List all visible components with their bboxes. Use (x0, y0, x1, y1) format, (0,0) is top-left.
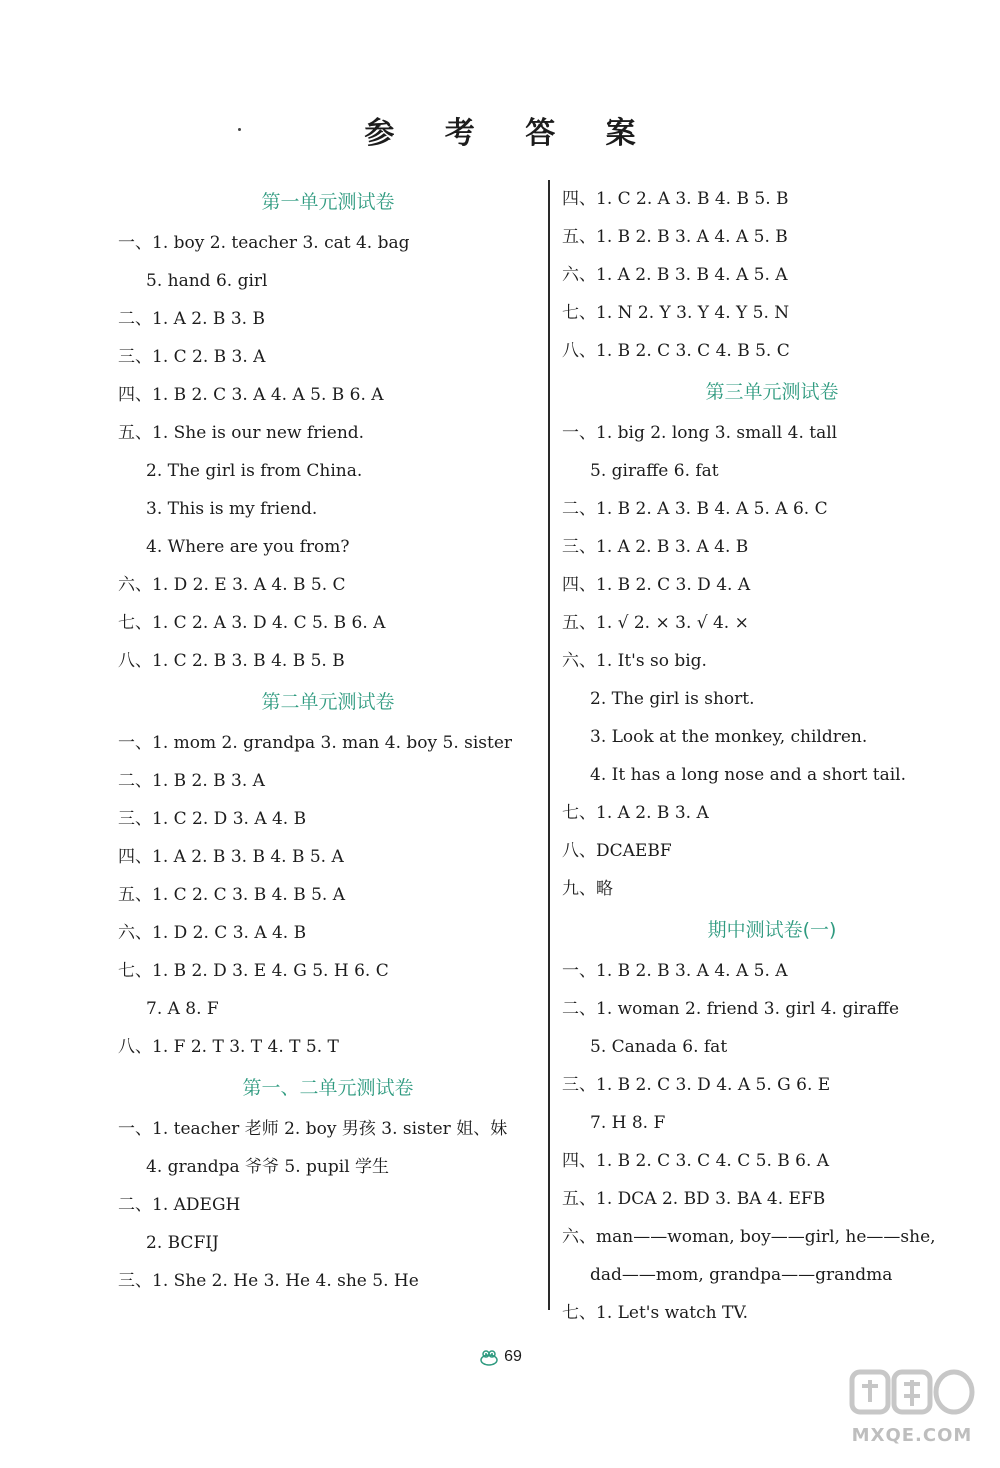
page-title: 参 考 答 案 (364, 116, 656, 151)
answer-line: 一、1. boy 2. teacher 3. cat 4. bag (118, 233, 410, 253)
answer-line: 一、1. mom 2. grandpa 3. man 4. boy 5. sister (118, 733, 513, 753)
answer-line: 7. A 8. F (146, 999, 219, 1019)
answer-line: 二、1. B 2. B 3. A (118, 771, 265, 791)
answer-line: 八、1. F 2. T 3. T 4. T 5. T (118, 1037, 339, 1057)
answer-line: 4. Where are you from? (146, 537, 350, 557)
answer-line: 五、1. DCA 2. BD 3. BA 4. EFB (562, 1189, 826, 1209)
answer-line: 七、1. N 2. Y 3. Y 4. Y 5. N (562, 303, 790, 323)
answer-line: 三、1. B 2. C 3. D 4. A 5. G 6. E (562, 1075, 831, 1095)
watermark-logo-icon (848, 1366, 976, 1422)
answer-line: 三、1. C 2. B 3. A (118, 347, 266, 367)
column-divider (548, 180, 550, 1310)
answer-line: 八、1. B 2. C 3. C 4. B 5. C (562, 341, 790, 361)
answer-line: 八、1. C 2. B 3. B 4. B 5. B (118, 651, 345, 671)
answer-line: 三、1. C 2. D 3. A 4. B (118, 809, 307, 829)
page-footer (0, 1348, 1000, 1366)
answer-line: 4. It has a long nose and a short tail. (590, 765, 907, 785)
answer-line: dad——mom, grandpa——grandma (590, 1265, 893, 1285)
answer-line: 四、1. B 2. C 3. C 4. C 5. B 6. A (562, 1151, 830, 1171)
section-title: 第二单元测试卷 (261, 691, 395, 713)
answer-line: 4. grandpa 爷爷 5. pupil 学生 (146, 1157, 390, 1177)
answer-line: 四、1. B 2. C 3. A 4. A 5. B 6. A (118, 385, 384, 405)
answer-line: 五、1. She is our new friend. (118, 423, 365, 443)
answer-line: 5. giraffe 6. fat (590, 461, 719, 481)
answer-line: 七、1. Let's watch TV. (562, 1303, 749, 1323)
answer-line: 五、1. √ 2. × 3. √ 4. × (562, 613, 749, 633)
answer-line: 六、1. D 2. C 3. A 4. B (118, 923, 307, 943)
answer-line: 八、DCAEBF (562, 841, 672, 861)
answer-line: 五、1. B 2. B 3. A 4. A 5. B (562, 227, 788, 247)
answer-line: 七、1. B 2. D 3. E 4. G 5. H 6. C (118, 961, 389, 981)
answer-line: 二、1. ADEGH (118, 1195, 241, 1215)
answer-line: 九、略 (562, 879, 613, 899)
answer-line: 2. The girl is short. (590, 689, 755, 709)
answer-line: 2. The girl is from China. (146, 461, 363, 481)
section-title: 期中测试卷(一) (707, 919, 837, 941)
answer-line: 7. H 8. F (590, 1113, 666, 1133)
answer-line: 七、1. C 2. A 3. D 4. C 5. B 6. A (118, 613, 386, 633)
answer-line: 5. hand 6. girl (146, 271, 268, 291)
cartoon-mascot-icon (478, 1348, 500, 1366)
answer-line: 三、1. A 2. B 3. A 4. B (562, 537, 749, 557)
section-title: 第一、二单元测试卷 (242, 1077, 414, 1099)
answer-column-right (562, 180, 982, 1332)
answer-line: 三、1. She 2. He 3. He 4. she 5. He (118, 1271, 419, 1291)
site-watermark (838, 1366, 986, 1452)
answer-line: 二、1. woman 2. friend 3. girl 4. giraffe (562, 999, 900, 1019)
answer-line: 一、1. B 2. B 3. A 4. A 5. A (562, 961, 788, 981)
answer-line: 六、1. It's so big. (562, 651, 707, 671)
page-number: 69 (504, 1348, 522, 1366)
answer-line: 二、1. A 2. B 3. B (118, 309, 265, 329)
answer-line: 二、1. B 2. A 3. B 4. A 5. A 6. C (562, 499, 828, 519)
answer-line: 5. Canada 6. fat (590, 1037, 728, 1057)
answer-line: 六、1. A 2. B 3. B 4. A 5. A (562, 265, 788, 285)
answer-line: 六、man——woman, boy——girl, he——she, (562, 1227, 936, 1247)
stray-dot (238, 128, 241, 131)
answer-line: 四、1. C 2. A 3. B 4. B 5. B (562, 189, 789, 209)
answer-column-left (118, 180, 538, 1300)
answer-line: 3. Look at the monkey, children. (590, 727, 868, 747)
answer-line: 一、1. teacher 老师 2. boy 男孩 3. sister 姐、妹 (118, 1119, 508, 1139)
answer-line: 四、1. B 2. C 3. D 4. A (562, 575, 751, 595)
answer-line: 四、1. A 2. B 3. B 4. B 5. A (118, 847, 344, 867)
answer-line: 3. This is my friend. (146, 499, 318, 519)
answer-line: 2. BCFIJ (146, 1233, 219, 1253)
answer-line: 一、1. big 2. long 3. small 4. tall (562, 423, 838, 443)
section-title: 第三单元测试卷 (705, 381, 839, 403)
answer-line: 六、1. D 2. E 3. A 4. B 5. C (118, 575, 346, 595)
watermark-url: MXQE.COM (851, 1425, 973, 1446)
answer-line: 七、1. A 2. B 3. A (562, 803, 709, 823)
answer-line: 五、1. C 2. C 3. B 4. B 5. A (118, 885, 346, 905)
section-title: 第一单元测试卷 (261, 191, 395, 213)
